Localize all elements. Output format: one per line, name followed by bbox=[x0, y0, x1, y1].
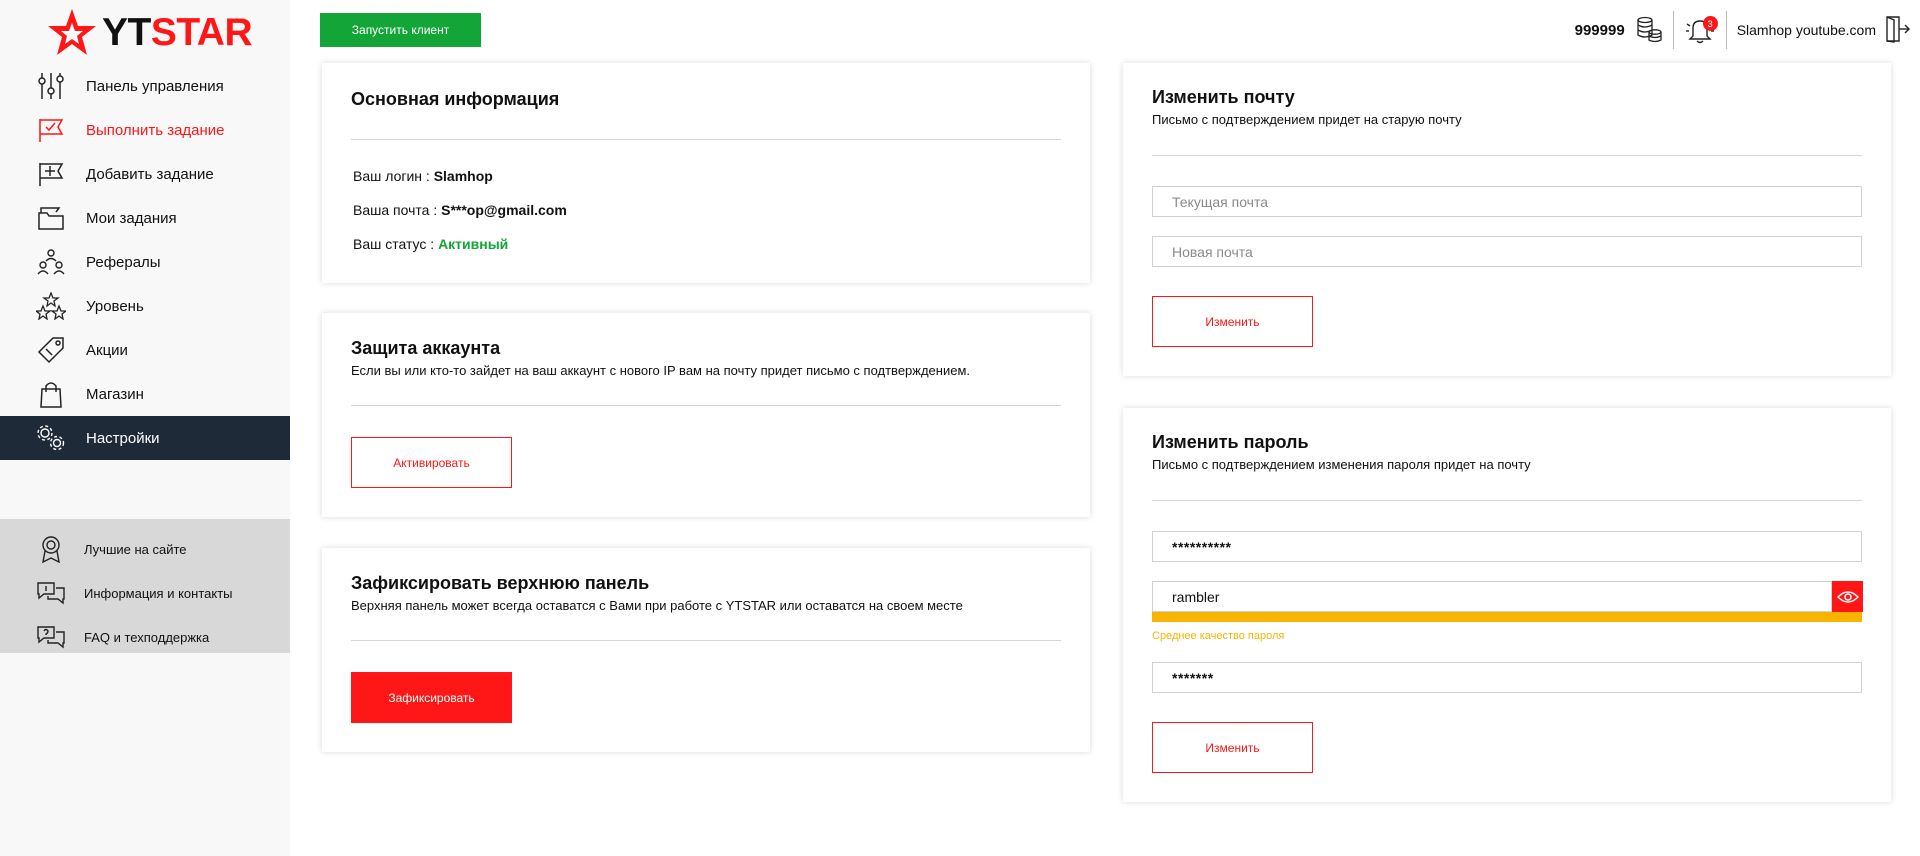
sidebar-item-label: Мои задания bbox=[86, 209, 177, 227]
sidebar-item-top-users[interactable] bbox=[0, 527, 290, 571]
sidebar-item-label: Акции bbox=[86, 341, 128, 359]
login-row bbox=[353, 168, 493, 184]
sidebar-item-label: Магазин bbox=[86, 385, 144, 403]
change-password-button[interactable]: Изменить bbox=[1152, 722, 1313, 773]
sidebar-item-referrals[interactable] bbox=[0, 240, 290, 284]
confirm-password-input[interactable]: ******* bbox=[1152, 662, 1862, 693]
launch-client-button[interactable]: Запустить клиент bbox=[320, 13, 481, 47]
sidebar-item-add-task[interactable] bbox=[0, 152, 290, 196]
sidebar-item-label: Настройки bbox=[86, 429, 160, 447]
account-protection-card bbox=[322, 313, 1090, 517]
activate-button[interactable]: Активировать bbox=[351, 437, 512, 488]
email-label: Ваша почта : bbox=[353, 202, 442, 218]
eye-icon bbox=[1837, 590, 1859, 604]
sidebar-item-label: Лучшие на сайте bbox=[84, 541, 187, 557]
divider bbox=[351, 139, 1061, 140]
new-password-input[interactable]: rambler bbox=[1152, 581, 1832, 612]
email-row bbox=[353, 202, 567, 218]
separator bbox=[1673, 11, 1674, 49]
main-nav bbox=[0, 64, 290, 460]
card-description: Если вы или кто-то зайдет на ваш аккаунт с нового IP вам на почту придет письмо с подтверждением. bbox=[351, 363, 971, 378]
show-password-button[interactable] bbox=[1832, 581, 1863, 612]
sidebar-item-level[interactable] bbox=[0, 284, 290, 328]
award-icon bbox=[36, 534, 66, 564]
logout-icon[interactable] bbox=[1884, 15, 1910, 46]
new-email-input[interactable]: Новая почта bbox=[1152, 236, 1862, 267]
card-description: Письмо с подтверждением изменения пароля придет на почту bbox=[1152, 457, 1531, 472]
password-strength-bar bbox=[1152, 612, 1862, 622]
login-label: Ваш логин : bbox=[353, 168, 434, 184]
gears-icon bbox=[36, 423, 66, 453]
divider bbox=[351, 405, 1061, 406]
card-description: Письмо с подтверждением придет на старую почту bbox=[1152, 112, 1462, 127]
sidebar-item-label: FAQ и техподдержка bbox=[84, 629, 210, 645]
balance-value: 999999 bbox=[1574, 21, 1625, 39]
divider bbox=[1152, 500, 1862, 501]
card-title: Изменить пароль bbox=[1152, 432, 1309, 452]
logo[interactable] bbox=[46, 4, 306, 62]
sidebar-item-promotions[interactable] bbox=[0, 328, 290, 372]
card-title: Защита аккаунта bbox=[351, 338, 501, 358]
flag-check-icon bbox=[36, 115, 66, 145]
sidebar-item-dashboard[interactable] bbox=[0, 64, 290, 108]
login-value: Slamhop bbox=[433, 168, 493, 184]
sidebar-item-label: Информация и контакты bbox=[84, 585, 233, 601]
logo-text-star: STAR bbox=[150, 11, 253, 54]
change-email-button[interactable]: Изменить bbox=[1152, 296, 1313, 347]
pin-panel-card bbox=[322, 548, 1090, 752]
sidebar-item-info-contacts[interactable] bbox=[0, 571, 290, 615]
username[interactable]: Slamhop youtube.com bbox=[1736, 22, 1876, 38]
status-value: Активный bbox=[438, 236, 509, 252]
logo-text-yt: YT bbox=[102, 11, 151, 54]
change-password-card bbox=[1123, 408, 1891, 802]
sidebar-item-label: Выполнить задание bbox=[86, 121, 225, 139]
star-logo-icon bbox=[46, 7, 98, 59]
stars-icon bbox=[36, 291, 66, 321]
password-strength-text: Среднее качество пароля bbox=[1152, 630, 1285, 642]
card-title: Зафиксировать верхнюю панель bbox=[351, 573, 650, 593]
secondary-nav bbox=[0, 519, 290, 653]
sliders-icon bbox=[36, 71, 66, 101]
sidebar-item-faq-support[interactable] bbox=[0, 615, 290, 659]
current-email-input[interactable]: Текущая почта bbox=[1152, 186, 1862, 217]
separator bbox=[1726, 11, 1727, 49]
referrals-icon bbox=[36, 247, 66, 277]
sidebar-item-label: Уровень bbox=[86, 297, 144, 315]
card-title: Основная информация bbox=[351, 89, 560, 109]
main-info-card bbox=[322, 63, 1090, 283]
shopping-bag-icon bbox=[36, 379, 66, 409]
notifications-button[interactable] bbox=[1684, 14, 1716, 46]
tag-icon bbox=[36, 335, 66, 365]
sidebar-item-settings[interactable] bbox=[0, 416, 290, 460]
card-title: Изменить почту bbox=[1152, 87, 1295, 107]
status-row bbox=[353, 236, 508, 252]
sidebar-item-label: Добавить задание bbox=[86, 165, 214, 183]
sidebar-item-my-tasks[interactable] bbox=[0, 196, 290, 240]
sidebar-item-shop[interactable] bbox=[0, 372, 290, 416]
divider bbox=[1152, 155, 1862, 156]
old-password-input[interactable]: ********** bbox=[1152, 531, 1862, 562]
topbar-user-area bbox=[1575, 10, 1910, 50]
change-email-card bbox=[1123, 63, 1891, 376]
coins-icon[interactable] bbox=[1635, 15, 1663, 46]
sidebar bbox=[0, 0, 290, 856]
card-description: Верхняя панель может всегда оставатся с Вами при работе с YTSTAR или оставатся на своем месте bbox=[351, 598, 963, 613]
divider bbox=[351, 640, 1061, 641]
sidebar-item-do-task[interactable] bbox=[0, 108, 290, 152]
notifications-badge: 3 bbox=[1703, 16, 1718, 31]
email-value: S***op@gmail.com bbox=[441, 202, 567, 218]
status-label: Ваш статус : bbox=[353, 236, 439, 252]
sidebar-item-label: Панель управления bbox=[86, 77, 224, 95]
chat-question-icon bbox=[36, 622, 66, 652]
flag-add-icon bbox=[36, 159, 66, 189]
sidebar-item-label: Рефералы bbox=[86, 253, 161, 271]
chat-info-icon bbox=[36, 578, 66, 608]
pin-button[interactable]: Зафиксировать bbox=[351, 672, 512, 723]
folder-flag-icon bbox=[36, 203, 66, 233]
